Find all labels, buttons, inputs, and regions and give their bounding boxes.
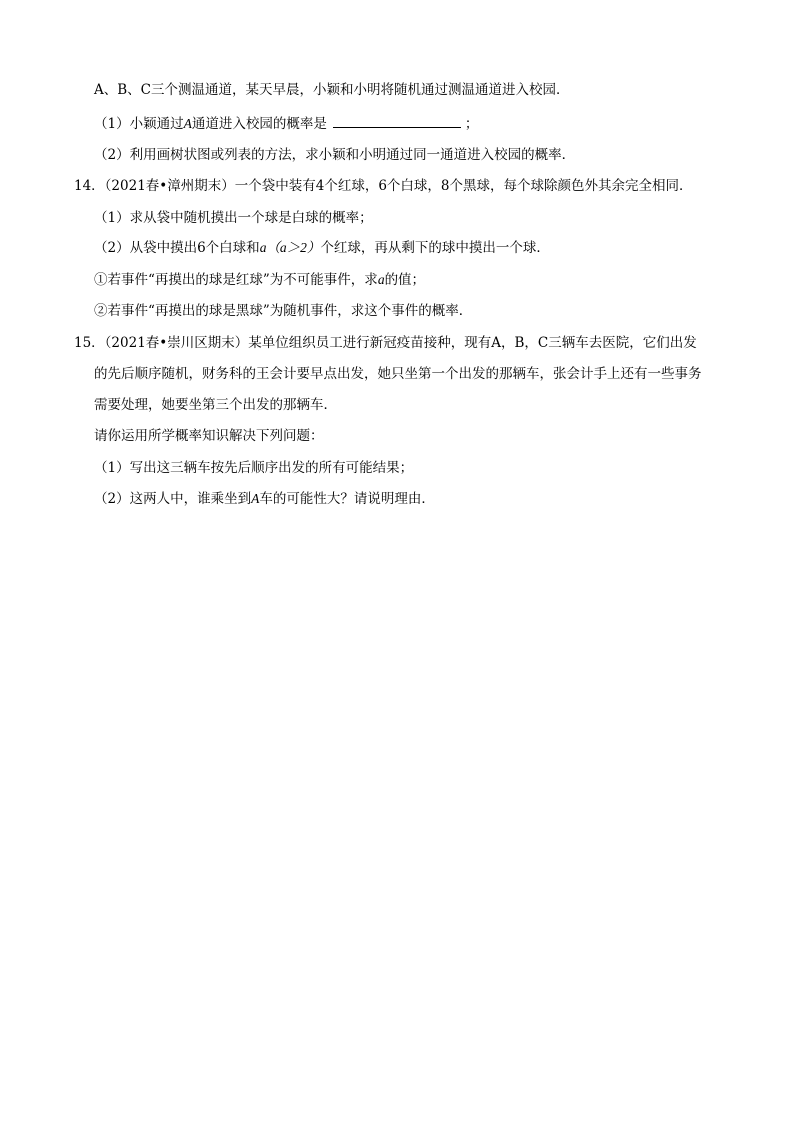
- q14-stem: 14．（2021春•漳州期末）一个袋中装有4个红球，6个白球，8个黑球，每个球除颜色外其余完全相同．: [74, 178, 693, 194]
- q15-part2-text: （2）这两人中，谁乘坐到: [94, 491, 252, 507]
- q14-case1-var: a: [377, 272, 385, 287]
- q15-instruction: 请你运用所学概率知识解决下列问题：: [94, 428, 324, 444]
- q15-stem-line3: 需要处理，她要坐第三个出发的那辆车．: [94, 397, 337, 413]
- q14-case1-text2: 的值；: [384, 272, 426, 288]
- q13-part1-end: ；: [464, 116, 479, 132]
- q15-stem-line1: 15．（2021春•崇川区期末）某单位组织员工进行新冠疫苗接种，现有A，B，C三辆车去医院，它们出发: [74, 335, 697, 351]
- q13-part2: （2）利用画树状图或列表的方法，求小颖和小明通过同一通道进入校园的概率．: [94, 147, 576, 163]
- q15-part2-text2: 车的可能性大？请说明理由．: [259, 491, 435, 507]
- q13-part1-text: （1）小颖通过: [94, 116, 184, 132]
- q14-part2: [94, 238, 550, 258]
- q14-case1-text: ①若事件“再摸出的球是红球”为不可能事件，求: [94, 272, 378, 288]
- q13-context-line: A、B、C三个测温通道，某天早晨，小颖和小明将随机通过测温通道进入校园．: [94, 82, 570, 98]
- q13-part1: [94, 114, 478, 134]
- q15-part1: （1）写出这三辆车按先后顺序出发的所有可能结果；: [94, 460, 414, 476]
- q13-part1-var: A: [183, 116, 192, 131]
- answer-blank[interactable]: [333, 115, 461, 128]
- q14-part2-text: （2）从袋中摸出6个白球和: [94, 240, 260, 256]
- q14-part1: （1）求从袋中随机摸出一个球是白球的概率；: [94, 210, 373, 226]
- q14-case1: [94, 270, 425, 290]
- q14-part2-text2: 个红球，再从剩下的球中摸出一个球．: [320, 240, 550, 256]
- q14-part2-var: a（a＞2）: [259, 240, 321, 255]
- q13-part1-text2: 通道进入校园的概率是: [191, 116, 327, 132]
- q15-part2-var: A: [251, 491, 260, 506]
- q15-stem-line2: 的先后顺序随机，财务科的王会计要早点出发，她只坐第一个出发的那辆车，张会计手上还有一些事务: [94, 366, 702, 382]
- q14-case2: ②若事件“再摸出的球是黑球”为随机事件，求这个事件的概率．: [94, 303, 473, 319]
- q15-part2: [94, 489, 435, 509]
